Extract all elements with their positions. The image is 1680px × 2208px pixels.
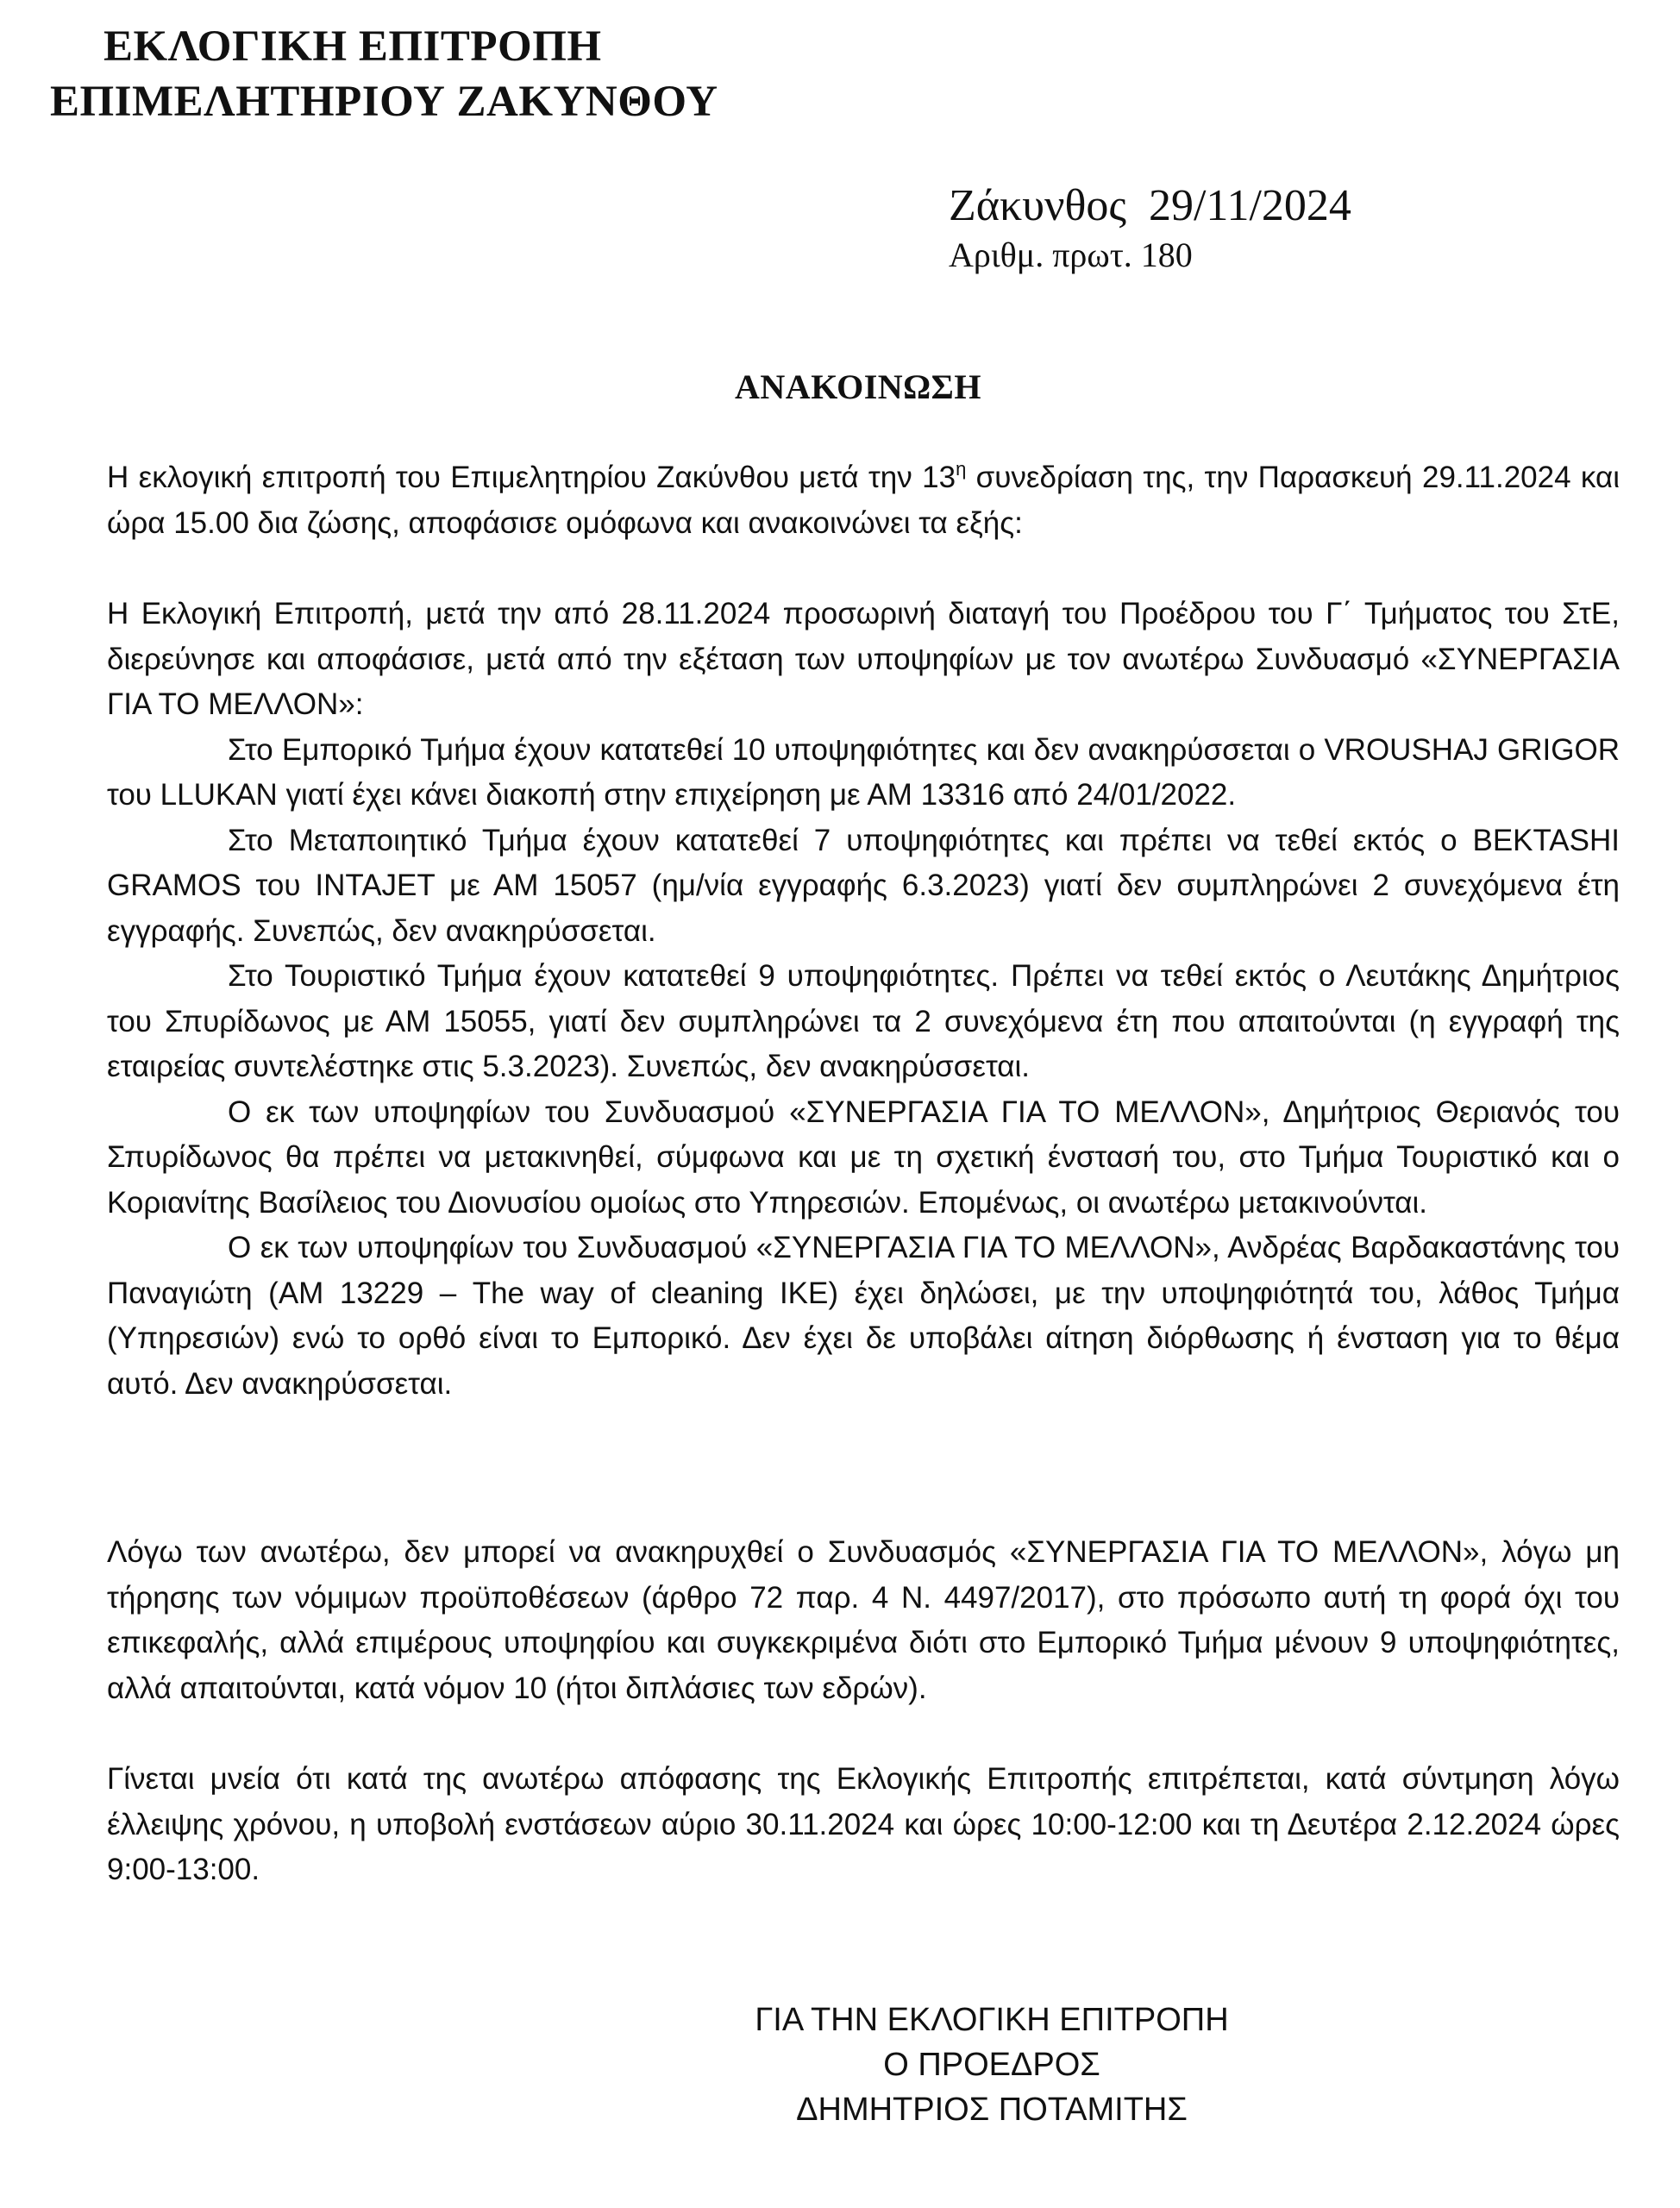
intro-ordinal-suffix: η — [956, 458, 967, 480]
document-title: ΑΝΑΚΟΙΝΩΣΗ — [735, 367, 981, 406]
decision-item-3 — [107, 954, 1620, 1090]
decision-item-text: Στο Εμπορικό Τμήμα έχουν κατατεθεί 10 υποψηφιότητες και δεν ανακηρύσσεται ο VROUSHAJ GRIGOR του LLUKAN γιατί έχει κάνει διακοπή στην επιχείρηση με ΑΜ 13316 από 24/01/2022. — [107, 732, 1620, 812]
decision-item-text: Ο εκ των υποψηφίων του Συνδυασμού «ΣΥΝΕΡΓΑΣΙΑ ΓΙΑ ΤΟ ΜΕΛΛΟΝ», Ανδρέας Βαρδακαστάνης του Παναγιώτη (ΑΜ 13229 – The way of cleaning IKE) έχει δηλώσει, με την υποψηφιότητά του, λάθος Τμήμα (Υπηρεσιών) ενώ το ορθό είναι το Εμπορικό. Δεν έχει δε υποβάλει αίτηση διόρθωσης ή ένσταση για το θέμα αυτό. Δεν ανακηρύσσεται. — [107, 1231, 1620, 1401]
decision-item-text: Στο Τουριστικό Τμήμα έχουν κατατεθεί 9 υποψηφιότητες. Πρέπει να τεθεί εκτός ο Λευτάκης Δημήτριος του Σπυρίδωνος με ΑΜ 15055, γιατί δεν συμπληρώνει τα 2 συνεχόμενα έτη που απαιτούνται (η εγγραφή της εταιρείας συντελέστηκε στις 5.3.2023). Συνεπώς, δεν ανακηρύσσεται. — [107, 959, 1620, 1083]
protocol-number: Αριθμ. πρωτ. 180 — [949, 235, 1193, 274]
decision-item-text: Ο εκ των υποψηφίων του Συνδυασμού «ΣΥΝΕΡΓΑΣΙΑ ΓΙΑ ΤΟ ΜΕΛΛΟΝ», Δημήτριος Θεριανός του Σπυρίδωνος θα πρέπει να μετακινηθεί, σύμφωνα και με τη σχετική ένστασή του, στο Τμήμα Τουριστικό και ο Κοριανίτης Βασίλειος του Διονυσίου ομοίως στο Υπηρεσιών. Επομένως, οι ανωτέρω μετακινούνται. — [107, 1095, 1620, 1220]
bullet-marker — [0, 819, 21, 864]
signature-committee: ΓΙΑ ΤΗΝ ΕΚΛΟΓΙΚΗ ΕΠΙΤΡΟΠΗ — [755, 2002, 1229, 2038]
decision-section — [107, 592, 1620, 1407]
decision-item-1 — [107, 728, 1620, 819]
decision-lead: Η Εκλογική Επιτροπή, μετά την από 28.11.2024 προσωρινή διαταγή του Προέδρου του Γ΄ Τμήματος του ΣτΕ, διερεύνησε και αποφάσισε, μετά από την εξέταση των υποψηφίων με τον ανωτέρω Συνδυασμό «ΣΥΝΕΡΓΑΣΙΑ ΓΙΑ ΤΟ ΜΕΛΛΟΝ»: — [107, 597, 1620, 721]
objections-text: Γίνεται μνεία ότι κατά της ανωτέρω απόφασης της Εκλογικής Επιτροπής επιτρέπεται, κατά σύντμηση λόγω έλλειψης χρόνου, η υποβολή ενστάσεων αύριο 30.11.2024 και ώρες 10:00-12:00 και τη Δευτέρα 2.12.2024 ώρες 9:00-13:00. — [107, 1762, 1620, 1886]
signature-name: ΔΗΜΗΤΡΙΟΣ ΠΟΤΑΜΙΤΗΣ — [796, 2092, 1188, 2128]
decision-item-2 — [107, 819, 1620, 955]
signature-block — [690, 1998, 1294, 2132]
intro-text-start: Η εκλογική επιτροπή του Επιμελητηρίου Ζακύνθου μετά την 13 — [107, 461, 956, 494]
date-block — [949, 179, 1351, 278]
issuer-line-1: ΕΚΛΟΓΙΚΗ ΕΠΙΤΡΟΠΗ — [103, 22, 602, 71]
decision-item-text: Στο Μεταποιητικό Τμήμα έχουν κατατεθεί 7 υποψηφιότητες και πρέπει να τεθεί εκτός ο BEKTASHI GRAMOS του INTAJET με ΑΜ 15057 (ημ/νία εγγραφής 6.3.2023) γιατί δεν συμπληρώνει 2 συνεχόμενα έτη εγγραφής. Συνεπώς, δεν ανακηρύσσεται. — [107, 823, 1620, 948]
issuer-header — [50, 19, 718, 129]
conclusion-paragraph — [107, 1530, 1620, 1711]
issuer-line-2: ΕΠΙΜΕΛΗΤΗΡΙΟΥ ΖΑΚΥΝΘΟΥ — [50, 78, 718, 126]
signature-role: Ο ΠΡΟΕΔΡΟΣ — [883, 2047, 1100, 2083]
bullet-marker — [0, 728, 21, 774]
decision-item-5 — [107, 1226, 1620, 1407]
objections-paragraph — [107, 1757, 1620, 1893]
intro-text-end: συνεδρίαση της, την Παρασκευή 29.11.2024 και ώρα 15.00 δια ζώσης, αποφάσισε ομόφωνα και ανακοινώνει τα εξής: — [107, 461, 1620, 540]
place-date: Ζάκυνθος 29/11/2024 — [949, 181, 1351, 230]
decision-item-4 — [107, 1090, 1620, 1226]
intro-paragraph — [107, 455, 1620, 546]
conclusion-text: Λόγω των ανωτέρω, δεν μπορεί να ανακηρυχθεί ο Συνδυασμός «ΣΥΝΕΡΓΑΣΙΑ ΓΙΑ ΤΟ ΜΕΛΛΟΝ», λόγω μη τήρησης των νόμιμων προϋποθέσεων (άρθρο 72 παρ. 4 Ν. 4497/2017), στο πρόσωπο αυτή τη φορά όχι του επικεφαλής, αλλά επιμέρους υποψηφίου και συγκεκριμένα διότι στο Εμπορικό Τμήμα μένουν 9 υποψηφιότητες, αλλά απαιτούνται, κατά νόμον 10 (ήτοι διπλάσιες των εδρών). — [107, 1535, 1620, 1705]
bullet-marker — [0, 1226, 21, 1271]
bullet-marker — [0, 954, 21, 1000]
bullet-marker — [0, 1090, 21, 1136]
